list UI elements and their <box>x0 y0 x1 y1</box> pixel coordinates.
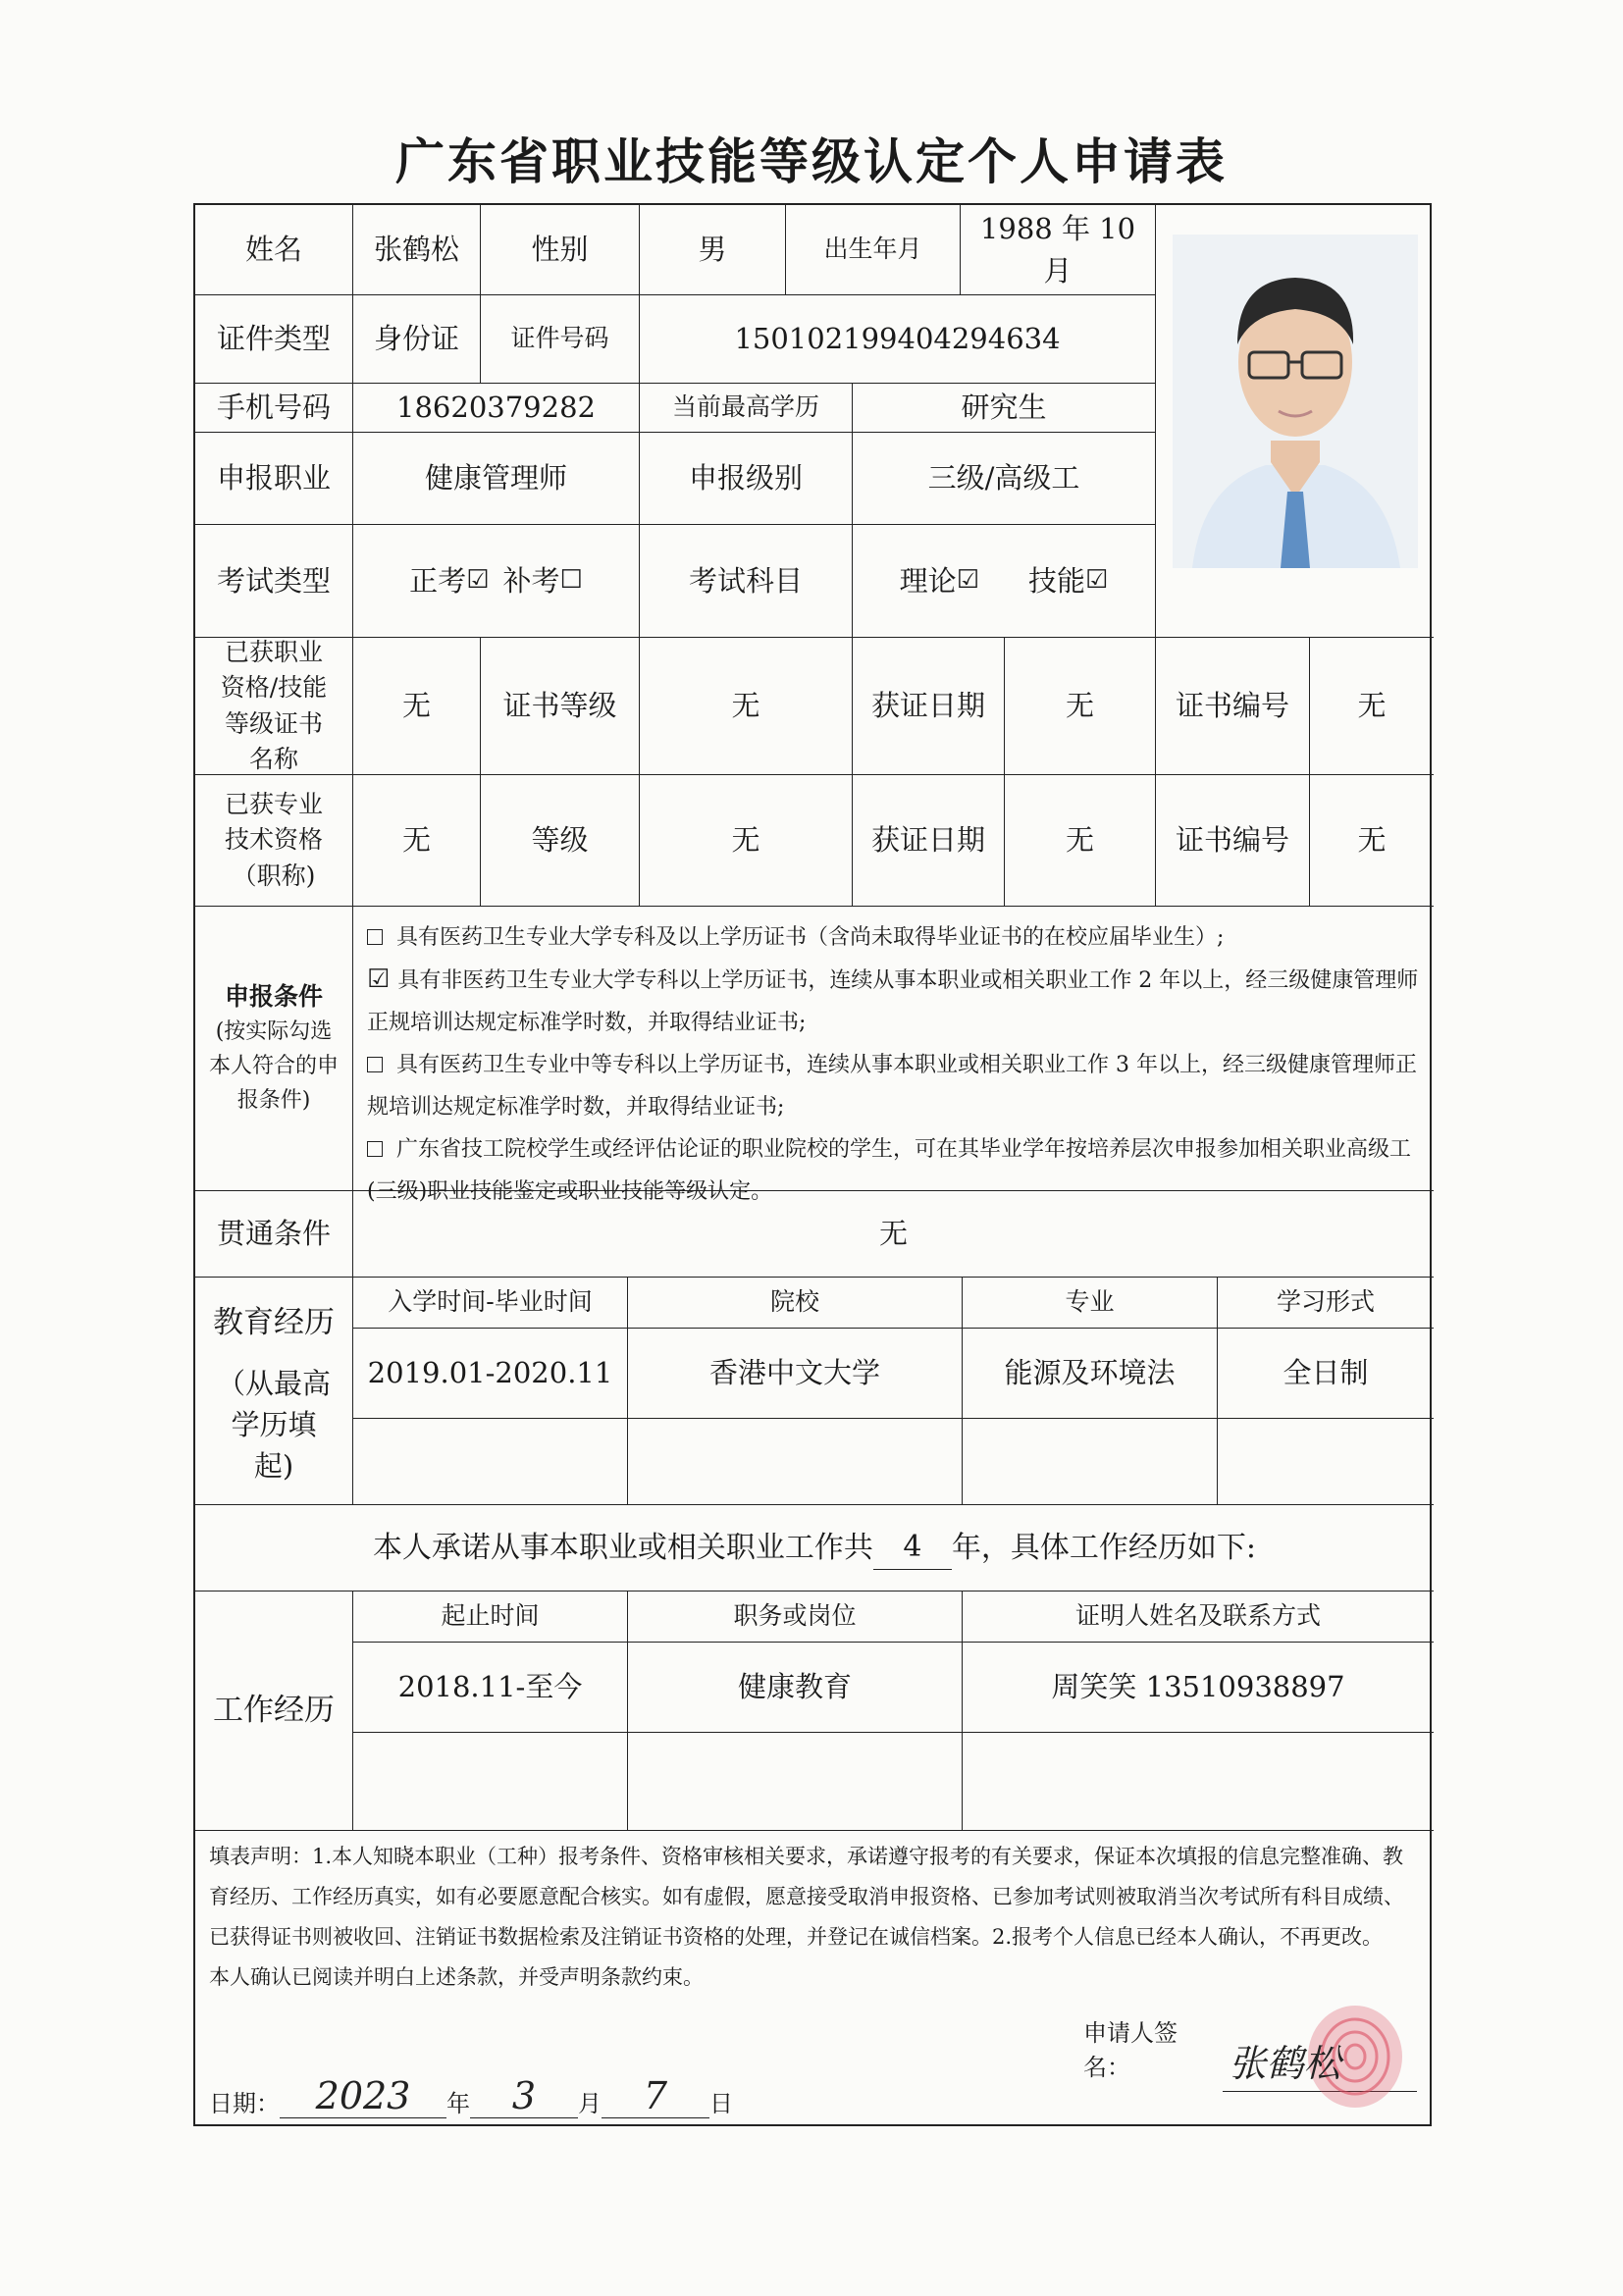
birth-label: 出生年月 <box>786 205 961 295</box>
edu-cell-school[interactable] <box>628 1419 963 1505</box>
subject-label: 考试科目 <box>640 525 853 638</box>
date-line <box>209 2069 733 2118</box>
job-value[interactable]: 健康管理师 <box>353 433 640 525</box>
edu-cell-mode[interactable]: 全日制 <box>1218 1329 1434 1419</box>
conditions-label-cell <box>195 907 353 1191</box>
conditions-hint: (按实际勾选本人符合的申报条件) <box>208 1018 339 1114</box>
signature-area <box>1083 2019 1417 2092</box>
checked-box-icon[interactable]: ☑ <box>367 965 391 994</box>
gender-label: 性别 <box>481 205 640 295</box>
date-month[interactable]: 3 <box>470 2074 578 2118</box>
date-day-unit: 日 <box>709 2090 733 2117</box>
cert1-date-label: 获证日期 <box>853 638 1005 775</box>
edu-cell-mode[interactable] <box>1218 1419 1434 1505</box>
checkbox-icon[interactable] <box>367 1057 383 1072</box>
condition-item: ☑ 具有非医药卫生专业大学专科以上学历证书，连续从事本职业或相关职业工作 2 年以上，经三级健康管理师正规培训达规定标准学时数，并取得结业证书; <box>367 965 1419 1035</box>
declaration-confirm: 本人确认已阅读并明白上述条款，并受声明条款约束。 <box>209 1965 704 1989</box>
exam-type-options <box>353 525 640 638</box>
checked-box-icon[interactable]: ☑ <box>466 565 490 596</box>
checked-box-icon[interactable]: ☑ <box>956 565 979 596</box>
cert2-date-label: 获证日期 <box>853 775 1005 907</box>
edu-cell-major[interactable] <box>963 1419 1218 1505</box>
cert1-no[interactable]: 无 <box>1310 638 1434 775</box>
edu-cell-school[interactable]: 香港中文大学 <box>628 1329 963 1419</box>
work-cell-referee[interactable]: 周笑笑 13510938897 <box>963 1643 1434 1733</box>
edu-cell-major[interactable]: 能源及环境法 <box>963 1329 1218 1419</box>
phone-label: 手机号码 <box>195 384 353 433</box>
condition-item: 具有医药卫生专业中等专科以上学历证书，连续从事本职业或相关职业工作 3 年以上，经三级健康管理师正规培训达规定标准学时数，并取得结业证书; <box>367 1053 1417 1120</box>
date-month-unit: 月 <box>578 2090 602 2117</box>
job-label: 申报职业 <box>195 433 353 525</box>
subject-options <box>853 525 1156 638</box>
cert1-grade-label: 证书等级 <box>481 638 640 775</box>
birth-value[interactable]: 1988 年 10 月 <box>961 205 1156 295</box>
edu-value[interactable]: 研究生 <box>853 384 1156 433</box>
edu-header-school: 院校 <box>628 1278 963 1329</box>
exam-type-makeup-label: 补考 <box>502 563 560 598</box>
work-header-period: 起止时间 <box>353 1592 628 1643</box>
commitment-years[interactable]: 4 <box>873 1526 952 1570</box>
sign-label: 申请人签名： <box>1083 2019 1178 2081</box>
condition-item: 广东省技工院校学生或经评估论证的职业院校的学生，可在其毕业学年按培养层次申报参加相关职业高级工(三级)职业技能鉴定或职业技能等级认定。 <box>367 1137 1412 1204</box>
commitment-after: 年，具体工作经历如下: <box>951 1530 1257 1565</box>
cert1-grade[interactable]: 无 <box>640 638 853 775</box>
level-label: 申报级别 <box>640 433 853 525</box>
exam-type-label: 考试类型 <box>195 525 353 638</box>
exam-type-regular-label: 正考 <box>409 563 467 598</box>
date-day[interactable]: 7 <box>602 2074 709 2118</box>
commitment-before: 本人承诺从事本职业或相关职业工作共 <box>372 1530 873 1565</box>
application-form <box>193 203 1432 2126</box>
work-header-referee: 证明人姓名及联系方式 <box>963 1592 1434 1643</box>
education-label-cell <box>195 1278 353 1505</box>
edu-header-time: 入学时间-毕业时间 <box>353 1278 628 1329</box>
work-cell-position[interactable]: 健康教育 <box>628 1643 963 1733</box>
subject-skill-label: 技能 <box>1028 563 1086 598</box>
work-cell-period[interactable] <box>353 1733 628 1831</box>
work-label: 工作经历 <box>195 1592 353 1831</box>
applicant-photo <box>1173 235 1418 568</box>
conditions-list <box>353 907 1434 1204</box>
work-cell-referee[interactable] <box>963 1733 1434 1831</box>
photo-cell <box>1156 205 1434 638</box>
id-no-value[interactable]: 150102199404294634 <box>640 295 1156 384</box>
id-type-value[interactable]: 身份证 <box>353 295 481 384</box>
edu-cell-time[interactable]: 2019.01-2020.11 <box>353 1329 628 1419</box>
cert2-grade-label: 等级 <box>481 775 640 907</box>
id-type-label: 证件类型 <box>195 295 353 384</box>
through-value[interactable]: 无 <box>353 1191 1434 1278</box>
form-title: 广东省职业技能等级认定个人申请表 <box>395 132 1228 190</box>
signature-line[interactable] <box>1223 2032 1417 2092</box>
date-year-unit: 年 <box>446 2090 470 2117</box>
id-no-label: 证件号码 <box>481 295 640 384</box>
cert1-label: 已获职业资格/技能等级证书名称 <box>195 638 353 775</box>
portrait-image <box>1173 235 1418 568</box>
cert1-date[interactable]: 无 <box>1005 638 1156 775</box>
edu-header-major: 专业 <box>963 1278 1218 1329</box>
work-header-position: 职务或岗位 <box>628 1592 963 1643</box>
cert2-label: 已获专业技术资格（职称) <box>195 775 353 907</box>
unchecked-box-icon[interactable]: ☐ <box>559 565 583 596</box>
checkbox-icon[interactable] <box>367 929 383 945</box>
level-value[interactable]: 三级/高级工 <box>853 433 1156 525</box>
phone-value[interactable]: 18620379282 <box>353 384 640 433</box>
checked-box-icon[interactable]: ☑ <box>1085 565 1109 596</box>
declaration-text: 填表声明：1.本人知晓本职业（工种）报考条件、资格审核相关要求，承诺遵守报考的有关要求，保证本次填报的信息完整准确、教育经历、工作经历真实，如有必要愿意配合核实。如有虚假，愿意接受取消申报资格、已参加考试则被取消当次考试所有科目成绩、已获得证书则被收回、注销证书数据检索及注销证书资格的处理，并登记在诚信档案。2.报考个人信息已经本人确认，不再更改。 <box>209 1845 1404 1949</box>
through-label: 贯通条件 <box>195 1191 353 1278</box>
date-year[interactable]: 2023 <box>280 2074 446 2118</box>
education-label: 教育经历 <box>213 1305 335 1340</box>
cert2-no[interactable]: 无 <box>1310 775 1434 907</box>
date-label: 日期： <box>209 2090 280 2117</box>
education-sub: （从最高学历填起) <box>216 1366 331 1484</box>
edu-header-mode: 学习形式 <box>1218 1278 1434 1329</box>
name-value[interactable]: 张鹤松 <box>353 205 481 295</box>
condition-item: 具有医药卫生专业大学专科及以上学历证书（含尚未取得毕业证书的在校应届毕业生）; <box>367 916 1420 959</box>
name-label: 姓名 <box>195 205 353 295</box>
cert1-no-label: 证书编号 <box>1156 638 1310 775</box>
cert1-name[interactable]: 无 <box>353 638 481 775</box>
checkbox-icon[interactable] <box>367 1141 383 1157</box>
commitment-line <box>195 1505 1434 1592</box>
cert2-grade[interactable]: 无 <box>640 775 853 907</box>
cert2-date[interactable]: 无 <box>1005 775 1156 907</box>
applicant-signature: 张鹤松 <box>1229 2042 1341 2085</box>
gender-value[interactable]: 男 <box>640 205 786 295</box>
subject-theory-label: 理论 <box>899 563 957 598</box>
work-cell-period[interactable]: 2018.11-至今 <box>353 1643 628 1733</box>
edu-label: 当前最高学历 <box>640 384 853 433</box>
conditions-label: 申报条件 <box>224 981 323 1011</box>
edu-cell-time[interactable] <box>353 1419 628 1505</box>
work-cell-position[interactable] <box>628 1733 963 1831</box>
cert2-name[interactable]: 无 <box>353 775 481 907</box>
cert2-no-label: 证书编号 <box>1156 775 1310 907</box>
